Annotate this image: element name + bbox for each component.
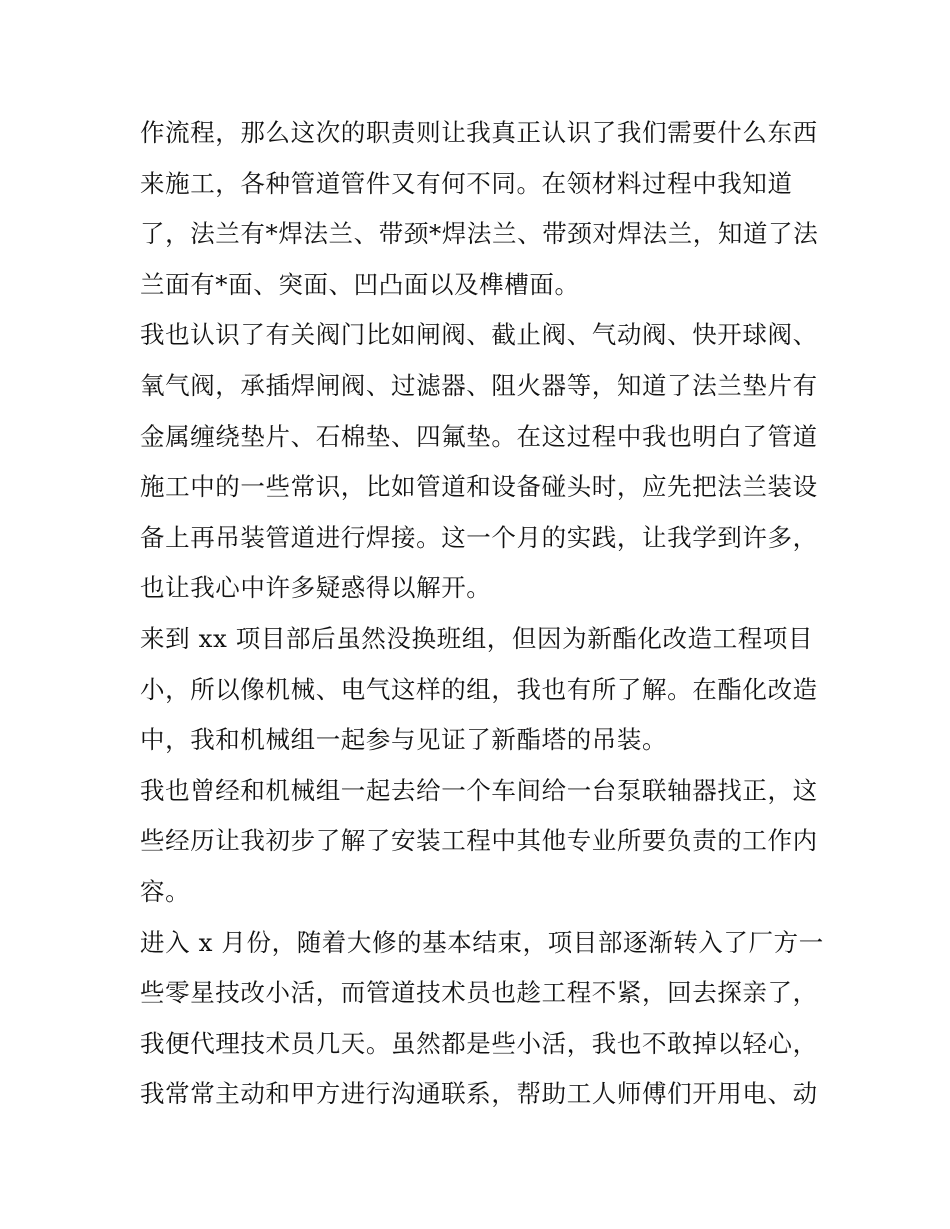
text-line: 中，我和机械组一起参与见证了新酯塔的吊装。 [140, 725, 668, 755]
text-line: 我便代理技术员几天。虽然都是些小活，我也不敢掉以轻心， [140, 1028, 818, 1058]
text-line: 施工中的一些常识，比如管道和设备碰头时，应先把法兰装设 [140, 472, 818, 502]
text-line: 我也认识了有关阀门比如闸阀、截止阀、气动阀、快开球阀、 [140, 320, 818, 350]
text-line: 备上再吊装管道进行焊接。这一个月的实践，让我学到许多， [140, 522, 818, 552]
text-line: 作流程，那么这次的职责则让我真正认识了我们需要什么东西 [140, 118, 818, 147]
text-line: 小，所以像机械、电气这样的组，我也有所了解。在酯化改造 [140, 674, 818, 704]
text-line: 金属缠绕垫片、石棉垫、四氟垫。在这过程中我也明白了管道 [140, 421, 818, 451]
body-text [140, 108, 824, 1120]
text-line: 也让我心中许多疑惑得以解开。 [140, 573, 492, 603]
text-line: 进入 x 月份，随着大修的基本结束，项目部逐渐转入了厂方一 [140, 927, 824, 957]
text-line: 了，法兰有*焊法兰、带颈*焊法兰、带颈对焊法兰，知道了法 [140, 219, 819, 249]
text-line: 我也曾经和机械组一起去给一个车间给一台泵联轴器找正，这 [140, 775, 818, 805]
text-line: 来到 xx 项目部后虽然没换班组，但因为新酯化改造工程项目 [140, 623, 814, 653]
text-line: 些零星技改小活，而管道技术员也趁工程不紧，回去探亲了， [140, 978, 818, 1008]
text-line: 兰面有*面、突面、凹凸面以及榫槽面。 [140, 269, 580, 299]
text-line: 容。 [140, 876, 191, 906]
text-line: 我常常主动和甲方进行沟通联系，帮助工人师傅们开用电、动 [140, 1079, 818, 1109]
text-line: 来施工，各种管道管件又有何不同。在领材料过程中我知道 [140, 168, 793, 198]
text-line: 氧气阀，承插焊闸阀、过滤器、阻火器等，知道了法兰垫片有 [140, 370, 818, 400]
text-line: 些经历让我初步了解了安装工程中其他专业所要负责的工作内 [140, 826, 818, 856]
